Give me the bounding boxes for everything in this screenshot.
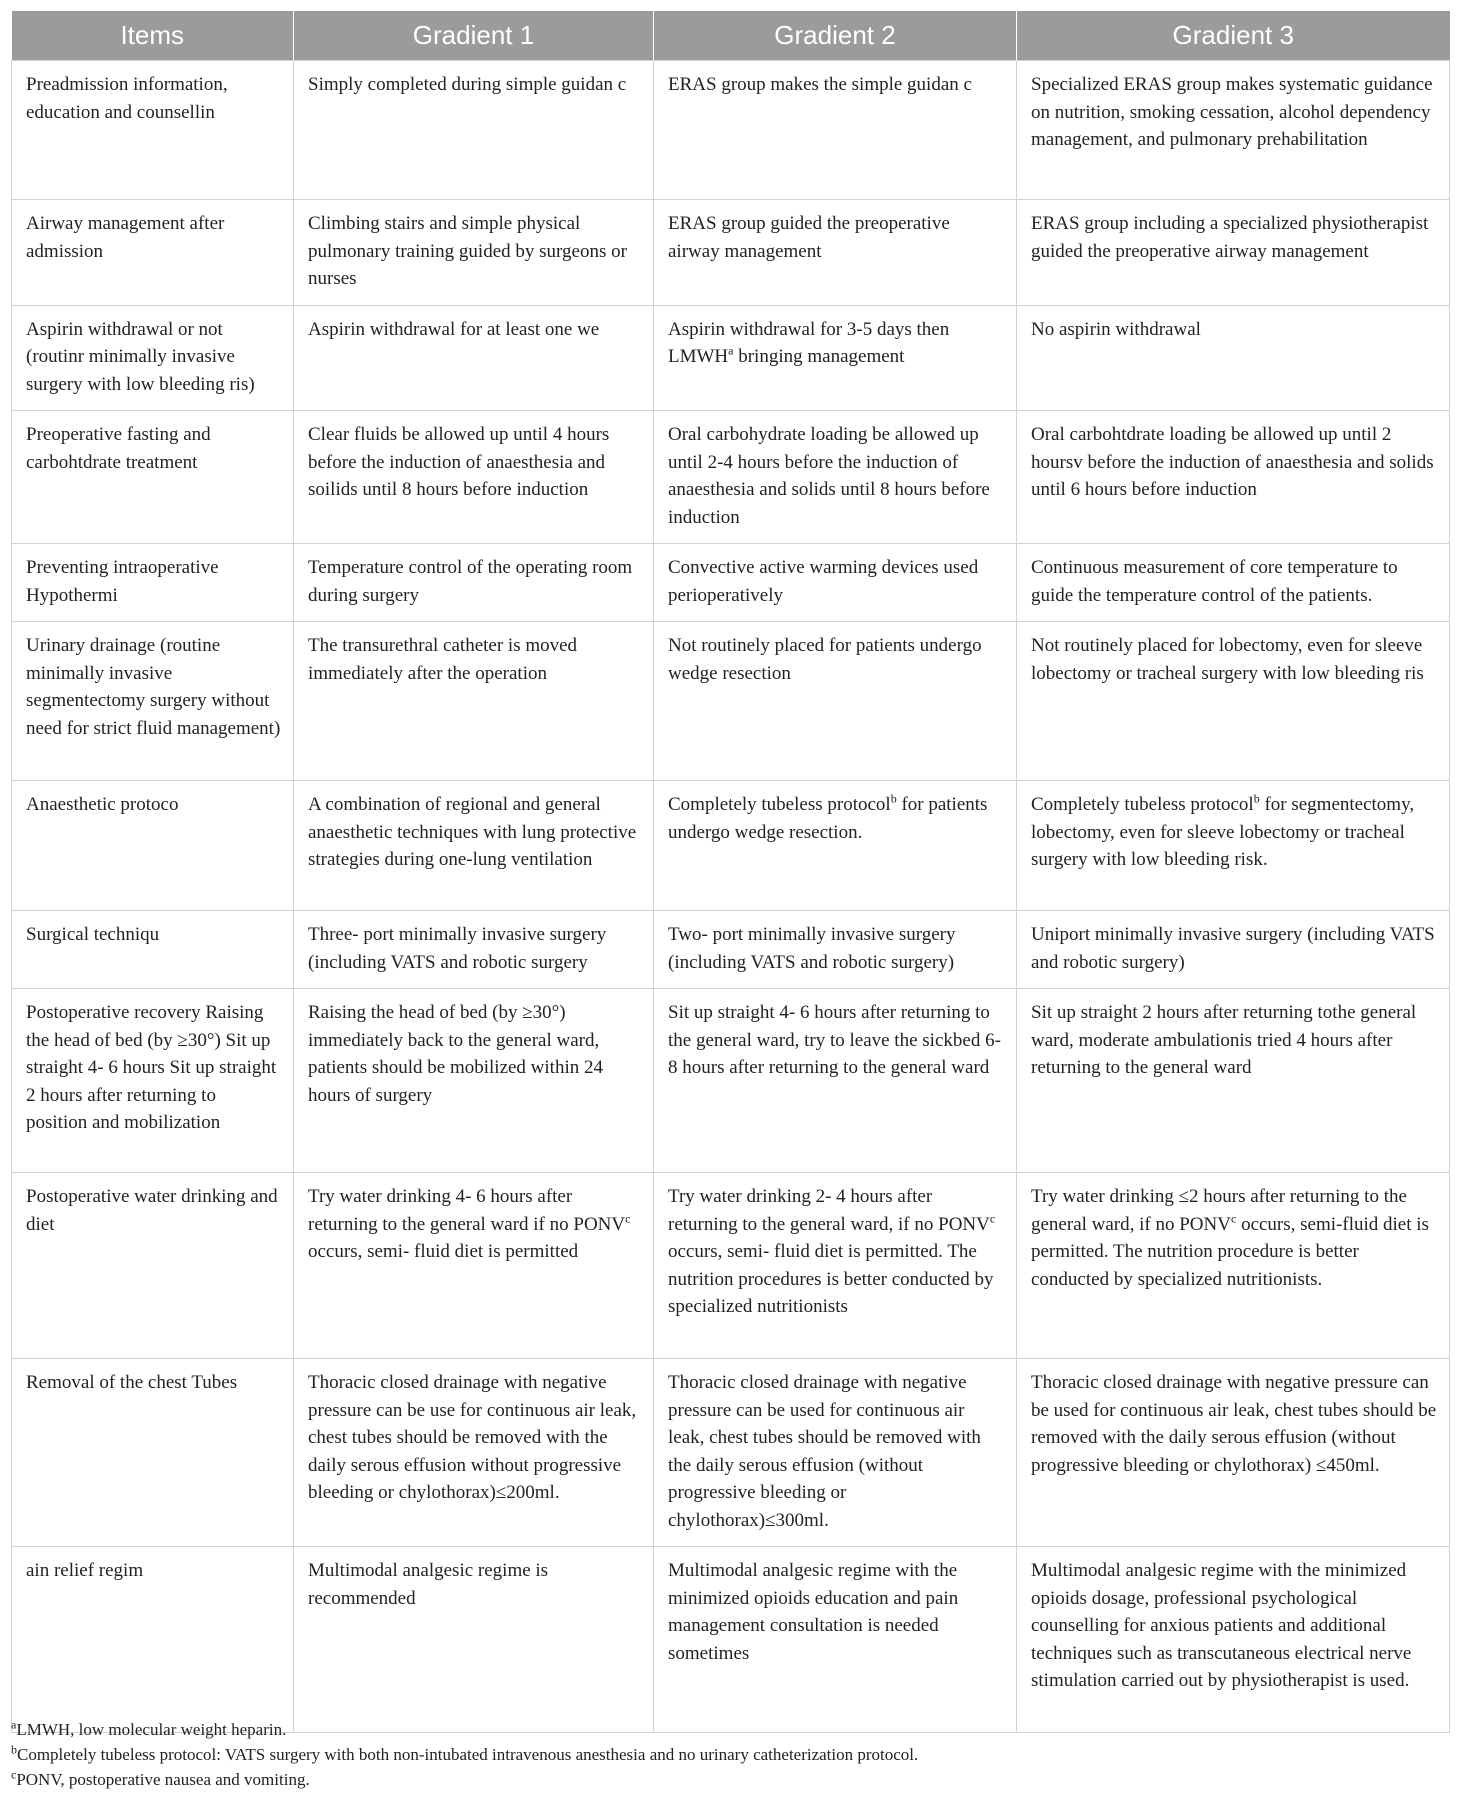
gradient-3-cell: Sit up straight 2 hours after returning tothe general ward, moderate ambulationis tried 4 hours after returning to the general ward (1017, 989, 1450, 1173)
gradient-2-cell: Oral carbohydrate loading be allowed up until 2-4 hours before the induction of anaesthesia and solids until 8 hours before induction (654, 411, 1017, 544)
gradient-1-cell: Thoracic closed drainage with negative pressure can be use for continuous air leak, chest tubes should be removed with the daily serous effusion without progressive bleeding or chylothorax)≤200ml. (294, 1359, 654, 1547)
table-row (12, 1547, 1450, 1733)
cell-text: Try water drinking 4- 6 hours after returning to the general ward if no PONV (308, 1186, 626, 1235)
footnote-marker: c (1230, 1211, 1237, 1226)
gradient-2-cell: ERAS group makes the simple guidan c (654, 61, 1017, 200)
footnote-marker: b (1253, 791, 1260, 806)
cell-text: Completely tubeless protocol (1031, 794, 1254, 815)
table-row (12, 544, 1450, 622)
gradient-2-cell (654, 305, 1017, 411)
footnote (11, 1742, 1449, 1767)
cell-text: Aspirin withdrawal for 3-5 days then LMWH (668, 318, 950, 367)
gradient-2-cell: Multimodal analgesic regime with the minimized opioids education and pain management consultation is needed sometimes (654, 1547, 1017, 1733)
gradient-3-cell: Oral carbohtdrate loading be allowed up until 2 hoursv before the induction of anaesthesia and solids until 6 hours before induction (1017, 411, 1450, 544)
row-item: Postoperative recovery Raising the head of bed (by ≥30°) Sit up straight 4- 6 hours Sit up straight 2 hours after returning to position and mobilization (12, 989, 294, 1173)
cell-text: bringing management (733, 346, 905, 367)
row-item: Anaesthetic protoco (12, 781, 294, 911)
table-container (11, 11, 1449, 1733)
table-row (12, 305, 1450, 411)
table-row (12, 1173, 1450, 1359)
gradient-1-cell: Aspirin withdrawal for at least one we (294, 305, 654, 411)
row-item: Preadmission information, education and counsellin (12, 61, 294, 200)
footnote-marker: c (11, 1767, 17, 1782)
cell-text: for patients undergo wedge resection. (668, 794, 988, 843)
cell-text: occurs, semi- fluid diet is permitted (308, 1241, 579, 1262)
row-item: Removal of the chest Tubes (12, 1359, 294, 1547)
cell-text: Completely tubeless protocol (668, 794, 891, 815)
gradient-1-cell: A combination of regional and general anaesthetic techniques with lung protective strategies during one-lung ventilation (294, 781, 654, 911)
gradient-3-cell: Not routinely placed for lobectomy, even for sleeve lobectomy or tracheal surgery with low bleeding ris (1017, 622, 1450, 781)
footnote-text: Completely tubeless protocol: VATS surgery with both non-intubated intravenous anesthesia and no urinary catheterization protocol. (17, 1745, 919, 1764)
footnote-marker: c (989, 1211, 996, 1226)
footnote-marker: a (11, 1717, 17, 1732)
gradient-2-cell: Two- port minimally invasive surgery (including VATS and robotic surgery) (654, 911, 1017, 989)
gradient-3-cell: Thoracic closed drainage with negative pressure can be used for continuous air leak, chest tubes should be removed with the daily serous effusion (without progressive bleeding or chylothorax) ≤450ml. (1017, 1359, 1450, 1547)
table-row (12, 781, 1450, 911)
gradient-2-cell (654, 781, 1017, 911)
footnote-marker: c (625, 1211, 631, 1226)
row-item: Preoperative fasting and carbohtdrate treatment (12, 411, 294, 544)
table-row (12, 200, 1450, 306)
gradient-3-cell: Uniport minimally invasive surgery (including VATS and robotic surgery) (1017, 911, 1450, 989)
row-item: Aspirin withdrawal or not (routinr minimally invasive surgery with low bleeding ris) (12, 305, 294, 411)
table-row (12, 1359, 1450, 1547)
row-item: Postoperative water drinking and diet (12, 1173, 294, 1359)
table-row (12, 911, 1450, 989)
eras-gradient-table (11, 11, 1450, 1733)
footnote-text: LMWH, low molecular weight heparin. (16, 1720, 287, 1739)
row-item: Airway management after admission (12, 200, 294, 306)
gradient-3-cell (1017, 781, 1450, 911)
gradient-2-cell: Convective active warming devices used perioperatively (654, 544, 1017, 622)
cell-text: occurs, semi-fluid diet is permitted. The nutrition procedure is better conducted by specialized nutritionists. (1031, 1213, 1429, 1290)
cell-text: occurs, semi- fluid diet is permitted. The nutrition procedures is better conducted by specialized nutritionists (668, 1241, 994, 1317)
gradient-1-cell: Temperature control of the operating room during surgery (294, 544, 654, 622)
table-footnotes (11, 1717, 1449, 1792)
row-item: Urinary drainage (routine minimally invasive segmentectomy surgery without need for strict fluid management) (12, 622, 294, 781)
gradient-1-cell (294, 1173, 654, 1359)
header-row (12, 11, 1450, 61)
gradient-1-cell: Clear fluids be allowed up until 4 hours before the induction of anaesthesia and soilids until 8 hours before induction (294, 411, 654, 544)
footnote (11, 1717, 1449, 1742)
gradient-2-cell: Thoracic closed drainage with negative pressure can be used for continuous air leak, chest tubes should be removed with the daily serous effusion (without progressive bleeding or chylothorax)≤300ml. (654, 1359, 1017, 1547)
gradient-1-cell: Raising the head of bed (by ≥30°) immediately back to the general ward, patients should be mobilized within 24 hours of surgery (294, 989, 654, 1173)
header-gradient-1: Gradient 1 (294, 11, 654, 61)
gradient-2-cell (654, 1173, 1017, 1359)
row-item: Preventing intraoperative Hypothermi (12, 544, 294, 622)
gradient-1-cell: Three- port minimally invasive surgery (including VATS and robotic surgery (294, 911, 654, 989)
table-row (12, 61, 1450, 200)
cell-text: Try water drinking 2- 4 hours after returning to the general ward, if no PONV (668, 1186, 990, 1235)
header-gradient-2: Gradient 2 (654, 11, 1017, 61)
gradient-3-cell: Multimodal analgesic regime with the minimized opioids dosage, professional psychological counselling for anxious patients and additional techniques such as transcutaneous electrical nerve stimulation carried out by physiotherapist is used. (1017, 1547, 1450, 1733)
gradient-1-cell: Multimodal analgesic regime is recommended (294, 1547, 654, 1733)
gradient-3-cell: No aspirin withdrawal (1017, 305, 1450, 411)
header-gradient-3: Gradient 3 (1017, 11, 1450, 61)
header-items: Items (12, 11, 294, 61)
gradient-1-cell: Climbing stairs and simple physical pulmonary training guided by surgeons or nurses (294, 200, 654, 306)
gradient-2-cell: ERAS group guided the preoperative airway management (654, 200, 1017, 306)
gradient-1-cell: The transurethral catheter is moved immediately after the operation (294, 622, 654, 781)
gradient-2-cell: Sit up straight 4- 6 hours after returning to the general ward, try to leave the sickbed 6- 8 hours after returning to the general ward (654, 989, 1017, 1173)
footnote-marker: a (728, 343, 734, 358)
footnote-marker: b (11, 1742, 17, 1757)
gradient-1-cell: Simply completed during simple guidan c (294, 61, 654, 200)
row-item: Surgical techniqu (12, 911, 294, 989)
table-row (12, 989, 1450, 1173)
footnote-marker: b (890, 791, 897, 806)
table-row (12, 622, 1450, 781)
cell-text: Try water drinking ≤2 hours after returning to the general ward, if no PONV (1031, 1186, 1407, 1235)
gradient-3-cell: Specialized ERAS group makes systematic guidance on nutrition, smoking cessation, alcohol dependency management, and pulmonary prehabilitation (1017, 61, 1450, 200)
table-row (12, 411, 1450, 544)
footnote (11, 1767, 1449, 1792)
gradient-3-cell: ERAS group including a specialized physiotherapist guided the preoperative airway management (1017, 200, 1450, 306)
gradient-3-cell: Continuous measurement of core temperature to guide the temperature control of the patients. (1017, 544, 1450, 622)
footnote-text: PONV, postoperative nausea and vomiting. (16, 1770, 310, 1789)
row-item: ain relief regim (12, 1547, 294, 1733)
gradient-2-cell: Not routinely placed for patients undergo wedge resection (654, 622, 1017, 781)
gradient-3-cell (1017, 1173, 1450, 1359)
cell-text: for segmentectomy, lobectomy, even for sleeve lobectomy or tracheal surgery with low bleeding risk. (1031, 794, 1415, 870)
